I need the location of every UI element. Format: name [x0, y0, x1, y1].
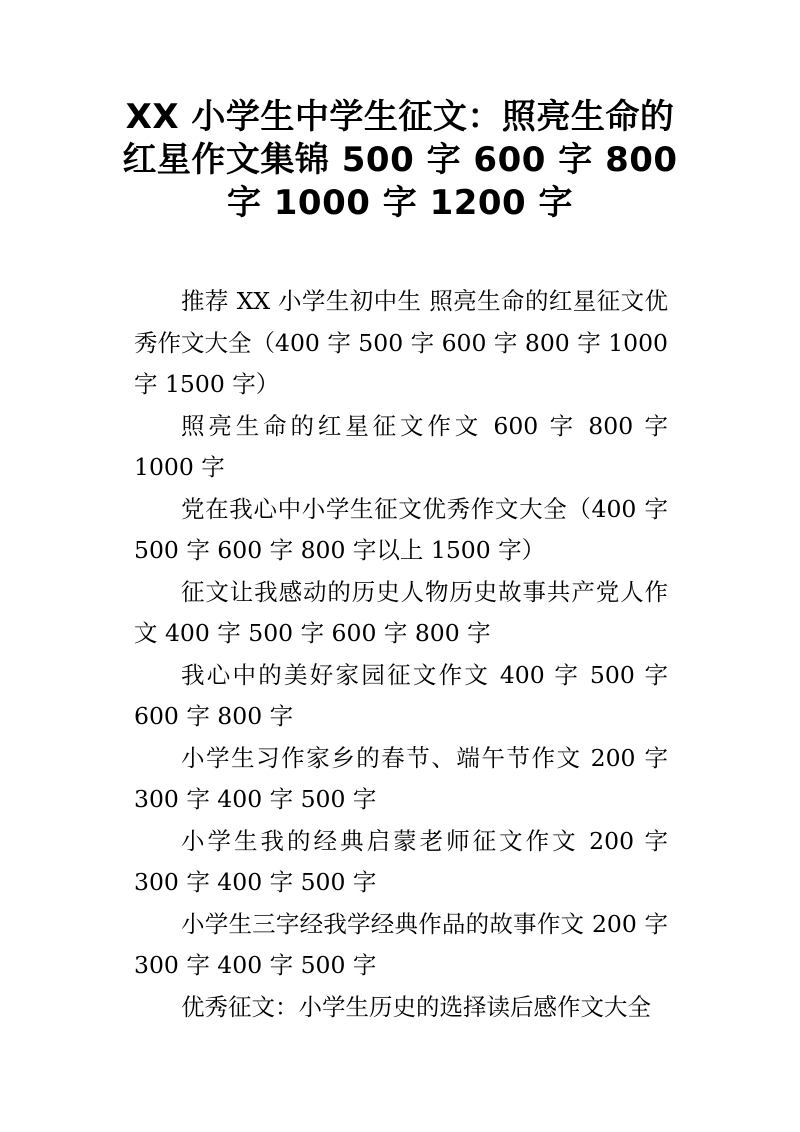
document-title: XX 小学生中学生征文：照亮生命的红星作文集锦 500 字 600 字 800 字 1000 字 1200 字 — [122, 97, 678, 223]
paragraph: 推荐 XX 小学生初中生 照亮生命的红星征文优秀作文大全（400 字 500 字 600 字 800 字 1000 字 1500 字） — [134, 287, 668, 398]
paragraph: 优秀征文：小学生历史的选择读后感作文大全 — [181, 992, 651, 1021]
paragraph: 照亮生命的红星征文作文 600 字 800 字 1000 字 — [134, 411, 668, 481]
paragraph: 我心中的美好家园征文作文 400 字 500 字 600 字 800 字 — [134, 660, 668, 730]
paragraph: 小学生三字经我学经典作品的故事作文 200 字 300 字 400 字 500 字 — [134, 909, 668, 979]
paragraph: 小学生习作家乡的春节、端午节作文 200 字 300 字 400 字 500 字 — [134, 743, 668, 813]
document-body — [134, 281, 668, 1028]
paragraph: 党在我心中小学生征文优秀作文大全（400 字 500 字 600 字 800 字以上 1500 字） — [134, 494, 668, 564]
paragraph: 小学生我的经典启蒙老师征文作文 200 字 300 字 400 字 500 字 — [134, 826, 668, 896]
paragraph: 征文让我感动的历史人物历史故事共产党人作文 400 字 500 字 600 字 800 字 — [134, 577, 668, 647]
